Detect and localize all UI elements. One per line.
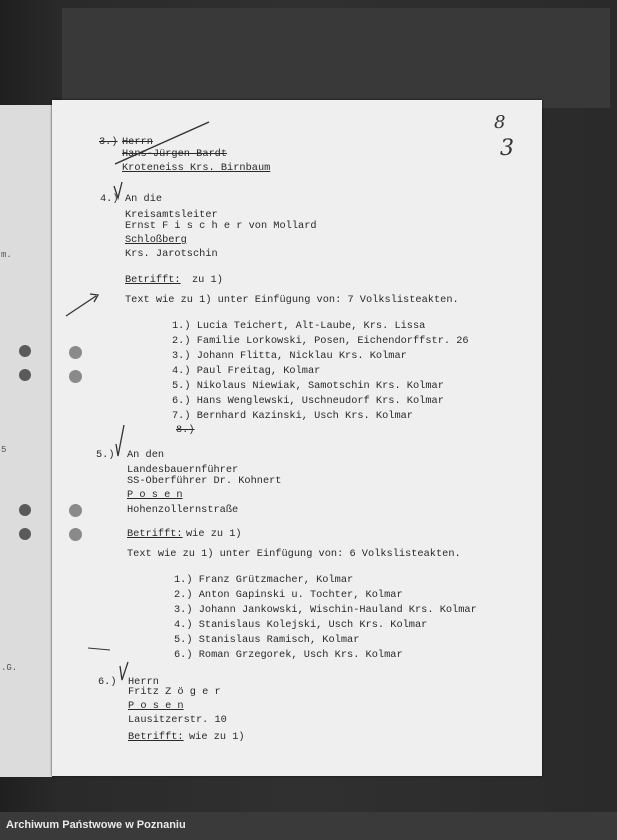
block6-subject-value: wie zu 1) [189,731,245,743]
archive-name: Archiwum Państwowe w Poznaniu [6,819,186,831]
block4-number: 4.) [100,193,119,205]
margin-mark: 5 [1,445,7,455]
block6-name: Fritz Z ö g e r [128,686,221,698]
block4-item: 3.) Johann Flitta, Nicklau Krs. Kolmar [172,350,407,362]
block4-item: 1.) Lucia Teichert, Alt-Laube, Krs. Lissa [172,320,426,332]
handwritten-page-number: 3 [500,136,514,161]
block4-item: 6.) Hans Wenglewski, Uschneudorf Krs. Kolmar [172,395,444,407]
punch-hole [19,504,31,516]
block4-subject-value: zu 1) [192,274,223,286]
block4-item: 2.) Familie Lorkowski, Posen, Eichendorffstr. 26 [172,335,469,347]
block5-title: Landesbauernführer [127,464,239,476]
handwritten-ticks [52,100,542,776]
block3-number: 3.) [99,136,118,148]
block4-struck-item: 8.) [176,424,195,436]
block4-text: Text wie zu 1) unter Einfügung von: 7 Volkslisteakten. [125,294,459,306]
block3-line3: Kroteneiss Krs. Birnbaum [122,162,271,174]
punch-hole [19,345,31,357]
punch-hole [19,528,31,540]
block5-text: Text wie zu 1) unter Einfügung von: 6 Volkslisteakten. [127,548,461,560]
block6-street: Lausitzerstr. 10 [128,714,227,726]
block5-city: P o s e n [127,489,183,501]
block4-addressee: An die [125,193,163,205]
block5-item: 2.) Anton Gapinski u. Tochter, Kolmar [174,589,403,601]
block5-item: 5.) Stanislaus Ramisch, Kolmar [174,634,360,646]
block5-item: 1.) Franz Grützmacher, Kolmar [174,574,354,586]
block4-name: Ernst F i s c h e r von Mollard [125,220,317,232]
block4-item: 5.) Nikolaus Niewiak, Samotschin Krs. Kolmar [172,380,444,392]
block4-item: 4.) Paul Freitag, Kolmar [172,365,321,377]
archive-footer [0,812,617,840]
block5-subject-label: Betrifft: [127,528,183,540]
block5-name: SS-Oberführer Dr. Kohnert [127,475,282,487]
document-page [52,100,542,776]
block3-line2: Hans-Jürgen Bardt [122,148,228,160]
block5-addressee: An den [127,449,165,461]
block4-city: Krs. Jarotschin [125,248,218,260]
block4-street: Schloßberg [125,234,187,246]
block6-city: P o s e n [128,700,184,712]
block5-subject-value: wie zu 1) [186,528,242,540]
underlying-page [62,8,610,108]
block4-subject-label: Betrifft: [125,274,181,286]
block4-item: 7.) Bernhard Kazinski, Usch Krs. Kolmar [172,410,413,422]
block4-title: Kreisamtsleiter [125,209,218,221]
block6-addressee: Herrn [128,676,159,688]
block5-item: 6.) Roman Grzegorek, Usch Krs. Kolmar [174,649,403,661]
left-adjacent-page [0,105,52,777]
block5-street: Hohenzollernstraße [127,504,239,516]
handwritten-page-number: 8 [494,112,506,133]
block5-item: 4.) Stanislaus Kolejski, Usch Krs. Kolmar [174,619,428,631]
punch-hole [19,369,31,381]
block6-number: 6.) [98,676,117,688]
margin-mark: m. [1,250,12,260]
block5-number: 5.) [96,449,115,461]
margin-mark: .G. [1,663,18,673]
block3-line1: Herrn [122,136,153,148]
block5-item: 3.) Johann Jankowski, Wischin-Hauland Krs. Kolmar [174,604,477,616]
block6-subject-label: Betrifft: [128,731,184,743]
